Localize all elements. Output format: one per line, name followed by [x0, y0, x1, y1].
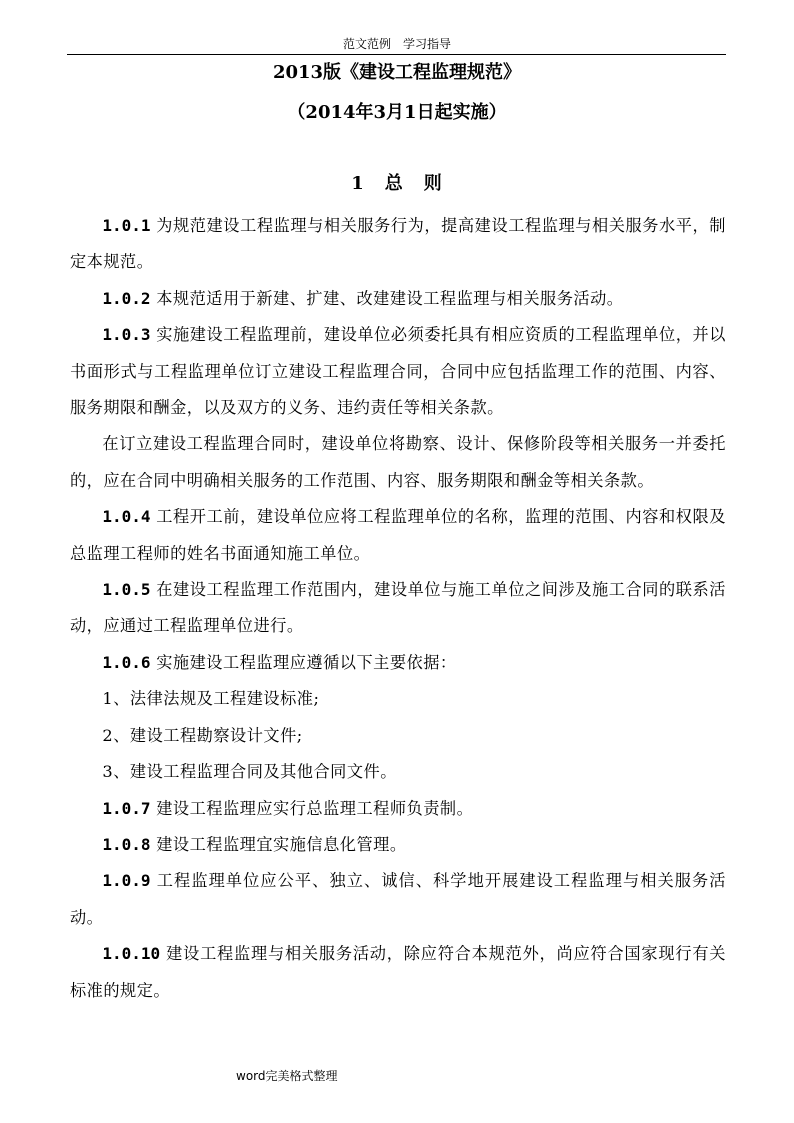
page-footer: word完美格式整理: [236, 1069, 338, 1083]
paragraph-text: 工程开工前，建设单位应将工程监理单位的名称，监理的范围、内容和权限及总监理工程师的姓名书面通知施工单位。: [70, 507, 726, 563]
document-title: 2013版《建设工程监理规范》: [272, 62, 522, 83]
paragraph: [70, 317, 726, 426]
paragraph-text: 本规范适用于新建、扩建、改建建设工程监理与相关服务活动。: [150, 288, 624, 308]
paragraph: [70, 572, 726, 645]
list-item-text: 3、建设工程监理合同及其他合同文件。: [102, 762, 397, 782]
paragraph: [70, 863, 726, 936]
document-subtitle: （2014年3月1日起实施）: [287, 102, 507, 123]
clause-number: 1.0.7: [102, 798, 151, 818]
paragraph-text: 工程监理单位应公平、独立、诚信、科学地开展建设工程监理与相关服务活动。: [70, 871, 726, 927]
paragraph: [70, 936, 726, 1009]
chapter-title-part2: 则: [423, 173, 443, 194]
paragraph-text: 为规范建设工程监理与相关服务行为，提高建设工程监理与相关服务水平，制定本规范。: [70, 216, 726, 272]
clause-number: 1.0.5: [102, 580, 151, 600]
clause-number: 1.0.6: [102, 652, 151, 672]
clause-number: 1.0.4: [102, 507, 151, 527]
clause-number: 1.0.1: [102, 216, 151, 235]
chapter-title-part1: 总: [384, 173, 404, 194]
paragraph-text: 建设工程监理与相关服务活动，除应符合本规范外，尚应符合国家现行有关标准的规定。: [70, 944, 726, 1000]
paragraph: [70, 281, 726, 317]
paragraph-text: 建设工程监理宜实施信息化管理。: [150, 834, 407, 854]
clause-number: 1.0.8: [102, 834, 151, 854]
list-item: [70, 754, 726, 790]
paragraph: [70, 827, 726, 863]
clause-number: 1.0.3: [102, 325, 151, 345]
chapter-number: 1: [351, 173, 365, 194]
header-divider: [67, 54, 726, 55]
clause-number: 1.0.2: [102, 288, 151, 308]
paragraph-text: 实施建设工程监理应遵循以下主要依据：: [150, 652, 457, 672]
list-item: [70, 681, 726, 717]
clause-number: 1.0.9: [102, 871, 151, 891]
list-item-text: 1、法律法规及工程建设标准;: [102, 689, 320, 709]
paragraph-text: 建设工程监理应实行总监理工程师负责制。: [150, 798, 474, 818]
paragraph-text: 在建设工程监理工作范围内，建设单位与施工单位之间涉及施工合同的联系活动，应通过工程监理单位进行。: [70, 580, 726, 636]
list-item: [70, 718, 726, 754]
paragraph: [70, 208, 726, 281]
paragraph: [70, 791, 726, 827]
paragraph-text: 实施建设工程监理前，建设单位必须委托具有相应资质的工程监理单位，并以书面形式与工程监理单位订立建设工程监理合同，合同中应包括监理工作的范围、内容、服务期限和酬金，以及双方的义务、违约责任等相关条款。: [70, 325, 726, 418]
chapter-heading: [0, 172, 794, 196]
document-body: [70, 208, 726, 1009]
paragraph: [70, 645, 726, 681]
paragraph: [70, 426, 726, 499]
page-header: 范文范例 学习指导: [342, 37, 451, 51]
paragraph: [70, 499, 726, 572]
paragraph-text: 在订立建设工程监理合同时，建设单位将勘察、设计、保修阶段等相关服务一并委托的，应在合同中明确相关服务的工作范围、内容、服务期限和酬金等相关条款。: [70, 434, 726, 490]
clause-number: 1.0.10: [102, 944, 161, 964]
list-item-text: 2、建设工程勘察设计文件;: [102, 725, 303, 745]
